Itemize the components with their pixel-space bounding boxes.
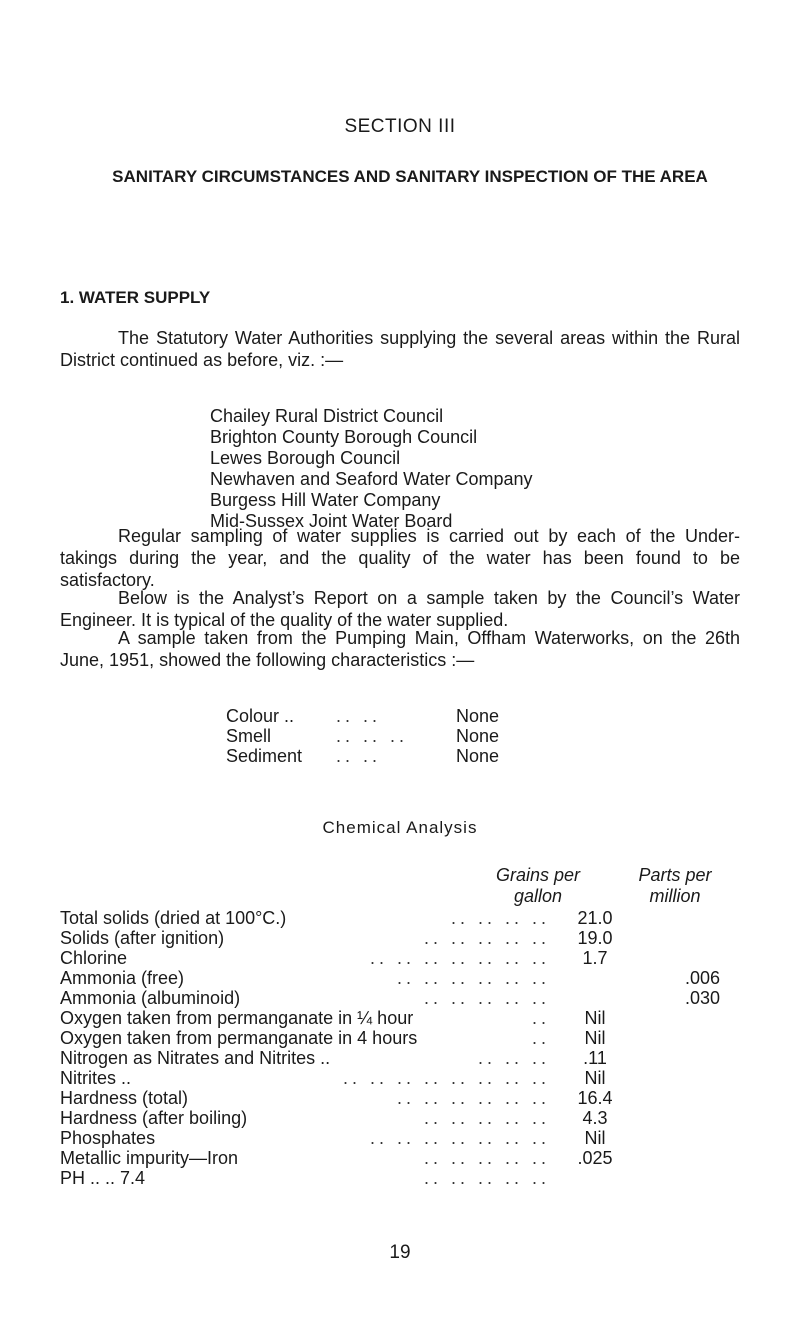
analysis-label: Phosphates (60, 1128, 156, 1148)
grains-per-gallon-value: 19.0 (577, 928, 613, 948)
grains-per-gallon-value: Nil (584, 1028, 606, 1048)
grains-per-gallon-value: 4.3 (582, 1108, 608, 1128)
analysis-label: Nitrites .. (60, 1068, 132, 1088)
leader-dots: .. .. .. .. .. .. (396, 968, 550, 988)
analysis-label: Metallic impurity—Iron (60, 1148, 239, 1168)
parts-per-million-value: .030 (684, 988, 720, 1008)
grains-per-gallon-value: 1.7 (582, 948, 608, 968)
leader-dots: .. .. .. .. .. .. .. (369, 1128, 550, 1148)
analysis-label: Nitrogen as Nitrates and Nitrites .. (60, 1048, 331, 1068)
leader-dots: .. .. .. .. .. (423, 988, 550, 1008)
table-row (60, 1128, 740, 1148)
leader-dots: .. .. .. .. .. .. (396, 1088, 550, 1108)
leader-dots: .. (531, 1028, 550, 1048)
characteristic-value: None (456, 706, 500, 726)
analysis-label: Solids (after ignition) (60, 928, 225, 948)
characteristic-value: None (456, 746, 500, 766)
sample-paragraph: A sample taken from the Pumping Main, Offham Waterworks, on the 26th June, 1951, showed the following characteristics :— (60, 628, 740, 670)
table-row (60, 928, 740, 948)
leader-dots: .. .. (336, 706, 382, 726)
leader-dots: .. .. (336, 746, 382, 766)
leader-dots: .. .. .. (336, 726, 409, 746)
characteristic-name: Smell (226, 726, 272, 746)
grains-per-gallon-value: Nil (584, 1128, 606, 1148)
leader-dots: .. .. .. (477, 1048, 550, 1068)
table-row (60, 1108, 740, 1128)
chemical-analysis-title: Chemical Analysis (322, 818, 478, 837)
list-item: Mid-Sussex Joint Water Board (210, 511, 453, 531)
analysis-label: Hardness (total) (60, 1088, 189, 1108)
analysis-label: PH .. .. 7.4 (60, 1168, 146, 1188)
grains-per-gallon-value: .025 (577, 1148, 613, 1168)
analysis-label: Chlorine (60, 948, 128, 968)
analysis-label: Oxygen taken from permanganate in 4 hours (60, 1028, 418, 1048)
characteristic-row (226, 746, 546, 766)
grains-per-gallon-value: 16.4 (577, 1088, 613, 1108)
table-row (60, 1048, 740, 1068)
grains-per-gallon-value: Nil (584, 1068, 606, 1088)
column-header-grains: Grains per gallon (495, 865, 581, 906)
analysis-label: Ammonia (albuminoid) (60, 988, 241, 1008)
analysis-label: Oxygen taken from permanganate in ¼ hour (60, 1008, 414, 1028)
table-row (60, 968, 740, 988)
page-heading: SANITARY CIRCUMSTANCES AND SANITARY INSPECTION OF THE AREA (112, 167, 708, 186)
table-row (60, 948, 740, 968)
characteristic-row (226, 706, 546, 726)
report-paragraph: Below is the Analyst’s Report on a sample taken by the Council’s Water Engineer. It is typical of the quality of the water supplied. (60, 588, 740, 630)
table-row (60, 1068, 740, 1088)
table-row (60, 1008, 740, 1028)
table-row (60, 988, 740, 1008)
characteristic-name: Colour .. (226, 706, 295, 726)
table-row (60, 908, 740, 928)
table-row (60, 1028, 740, 1048)
table-row (60, 1088, 740, 1108)
characteristics-list (226, 706, 546, 766)
leader-dots: .. .. .. .. .. (423, 928, 550, 948)
column-header-parts: Parts per million (638, 865, 712, 906)
leader-dots: .. .. .. .. .. (423, 1148, 550, 1168)
characteristic-value: None (456, 726, 500, 746)
characteristic-row (226, 726, 546, 746)
leader-dots: .. (531, 1008, 550, 1028)
list-item: Chailey Rural District Council (210, 406, 444, 426)
analysis-table (60, 908, 740, 1188)
leader-dots: .. .. .. .. .. .. .. (369, 948, 550, 968)
grains-per-gallon-value: .11 (583, 1048, 607, 1068)
leader-dots: .. .. .. .. .. (423, 1168, 550, 1188)
grains-per-gallon-value: 21.0 (577, 908, 613, 928)
analysis-label: Ammonia (free) (60, 968, 185, 988)
intro-paragraph: The Statutory Water Authorities supplying the several areas within the Rural District continued as before, viz. :— (60, 328, 740, 370)
characteristic-name: Sediment (226, 746, 303, 766)
list-item: Newhaven and Seaford Water Company (210, 469, 533, 489)
analysis-label: Total solids (dried at 100°C.) (60, 908, 287, 928)
list-item: Lewes Borough Council (210, 448, 401, 468)
water-supply-subheading: 1. WATER SUPPLY (60, 288, 211, 307)
list-item: Burgess Hill Water Company (210, 490, 441, 510)
leader-dots: .. .. .. .. .. .. .. .. (342, 1068, 550, 1088)
list-item: Brighton County Borough Council (210, 427, 478, 447)
page-number: 19 (389, 1242, 411, 1263)
table-row (60, 1148, 740, 1168)
leader-dots: .. .. .. .. .. (423, 1108, 550, 1128)
section-title: SECTION III (344, 116, 456, 137)
parts-per-million-value: .006 (684, 968, 720, 988)
sampling-paragraph: Regular sampling of water supplies is carried out by each of the Under-takings during the year, and the quality of the water has been found to be satisfactory. (60, 526, 740, 590)
analysis-label: Hardness (after boiling) (60, 1108, 248, 1128)
table-row (60, 1168, 740, 1188)
grains-per-gallon-value: Nil (584, 1008, 606, 1028)
leader-dots: .. .. .. .. (450, 908, 550, 928)
authorities-list (210, 406, 533, 532)
